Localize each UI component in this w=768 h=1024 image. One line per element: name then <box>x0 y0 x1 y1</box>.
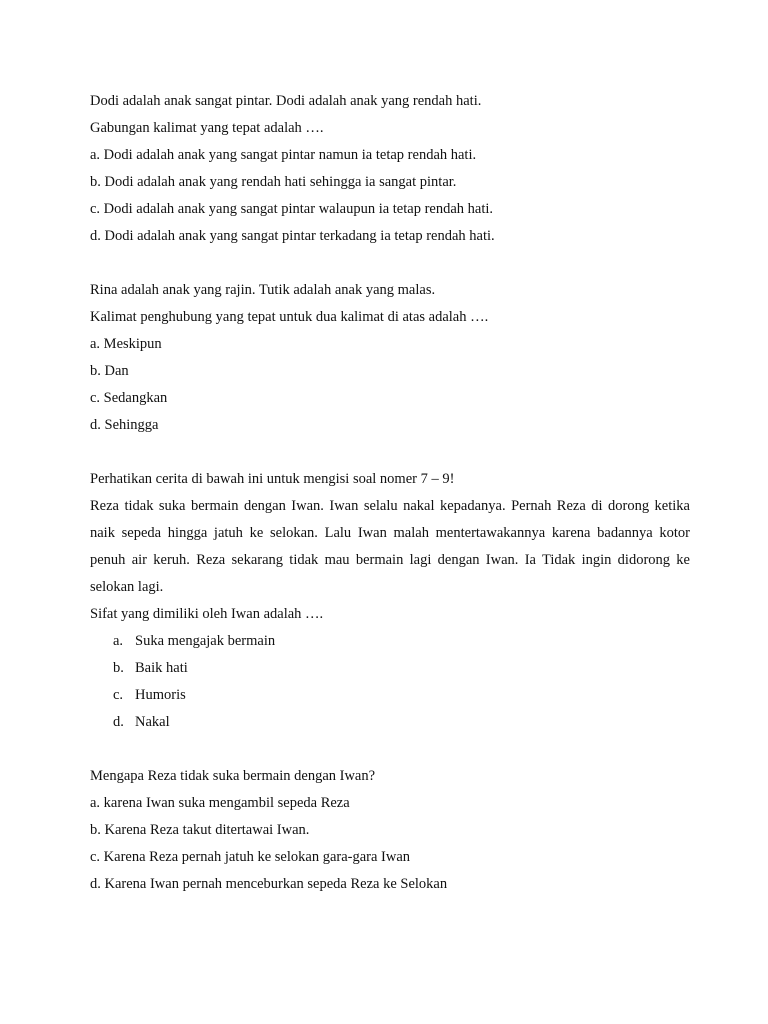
story-instruction: Perhatikan cerita di bawah ini untuk mengisi soal nomer 7 – 9! <box>90 471 455 487</box>
question-3-option-c <box>90 682 690 709</box>
option-letter: b. <box>113 660 124 676</box>
spacer <box>90 439 690 466</box>
question-2-option-d: d. Sehingga <box>90 417 159 433</box>
question-1-prompt: Gabungan kalimat yang tepat adalah …. <box>90 120 324 136</box>
option-text: Suka mengajak bermain <box>135 633 276 649</box>
question-2 <box>90 277 690 439</box>
question-3 <box>90 601 690 736</box>
question-1-option-b: b. Dodi adalah anak yang rendah hati sehingga ia sangat pintar. <box>90 174 457 190</box>
question-1 <box>90 88 690 250</box>
option-text: Humoris <box>135 687 186 703</box>
question-3-prompt: Sifat yang dimiliki oleh Iwan adalah …. <box>90 606 324 622</box>
option-letter: c. <box>113 687 124 703</box>
question-3-option-d <box>90 709 690 736</box>
question-1-option-d: d. Dodi adalah anak yang sangat pintar terkadang ia tetap rendah hati. <box>90 228 495 244</box>
option-text: Nakal <box>135 714 170 730</box>
spacer <box>90 736 690 763</box>
option-letter: a. <box>113 633 124 649</box>
question-1-option-c: c. Dodi adalah anak yang sangat pintar walaupun ia tetap rendah hati. <box>90 201 494 217</box>
question-4-option-d: d. Karena Iwan pernah menceburkan sepeda Reza ke Selokan <box>90 876 448 892</box>
question-2-option-b: b. Dan <box>90 363 129 379</box>
question-2-intro: Rina adalah anak yang rajin. Tutik adalah anak yang malas. <box>90 282 436 298</box>
question-2-prompt: Kalimat penghubung yang tepat untuk dua kalimat di atas adalah …. <box>90 309 489 325</box>
story-section <box>90 466 690 601</box>
question-3-option-a <box>90 628 690 655</box>
question-1-intro: Dodi adalah anak sangat pintar. Dodi adalah anak yang rendah hati. <box>90 93 482 109</box>
question-4 <box>90 763 690 898</box>
question-4-prompt: Mengapa Reza tidak suka bermain dengan Iwan? <box>90 768 376 784</box>
question-3-option-b <box>90 655 690 682</box>
document-page <box>90 88 690 898</box>
story-paragraph: Reza tidak suka bermain dengan Iwan. Iwan selalu nakal kepadanya. Pernah Reza di dorong ketika naik sepeda hingga jatuh ke selokan. Lalu Iwan malah mentertawakannya karena badannya kotor penuh air keruh. Reza sekarang tidak mau bermain lagi dengan Iwan. Ia Tidak ingin didorong ke selokan lagi. <box>90 498 690 595</box>
option-text: Baik hati <box>135 660 188 676</box>
question-1-option-a: a. Dodi adalah anak yang sangat pintar namun ia tetap rendah hati. <box>90 147 477 163</box>
question-2-option-c: c. Sedangkan <box>90 390 168 406</box>
spacer <box>90 250 690 277</box>
question-4-option-b: b. Karena Reza takut ditertawai Iwan. <box>90 822 310 838</box>
question-4-option-c: c. Karena Reza pernah jatuh ke selokan gara-gara Iwan <box>90 849 411 865</box>
question-2-option-a: a. Meskipun <box>90 336 162 352</box>
option-letter: d. <box>113 714 124 730</box>
question-4-option-a: a. karena Iwan suka mengambil sepeda Reza <box>90 795 350 811</box>
